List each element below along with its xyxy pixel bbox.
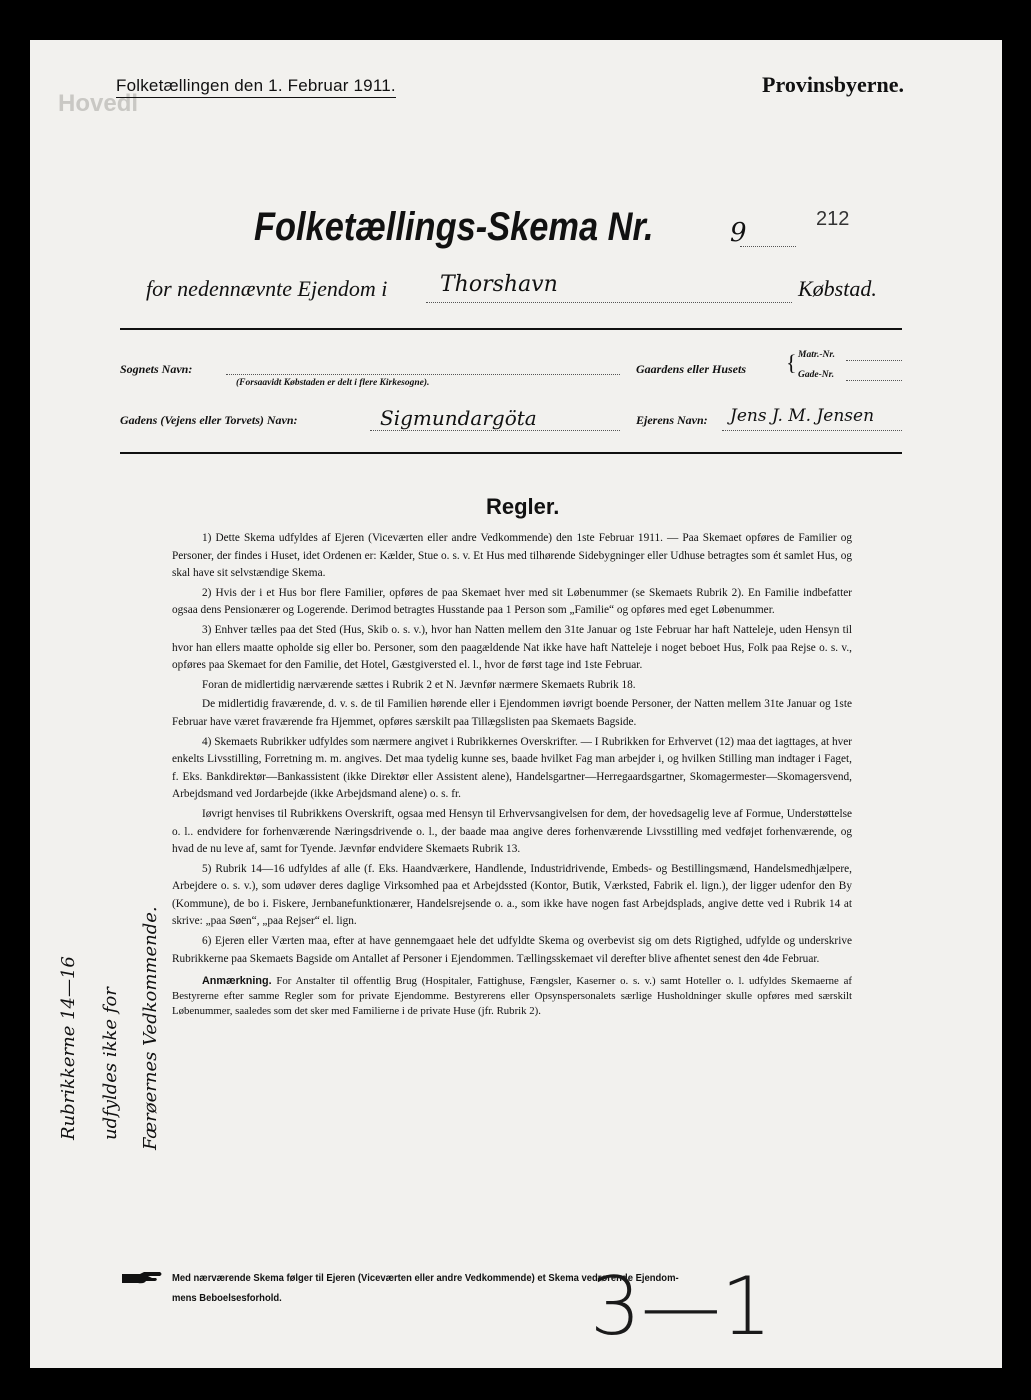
footer-line-1: Med nærværende Skema følger til Ejeren (Viceværten eller andre Vedkommende) et Skema vedrørende Ejendom- (172, 1272, 679, 1284)
divider-top (120, 328, 902, 330)
property-line-prefix: for nedennævnte Ejendom i (146, 276, 388, 301)
rule-paragraph-4: 4) Skemaets Rubrikker udfyldes som nærmere angivet i Rubrikkernes Overskrifter. — I Rubrikken for Erhvervet (12) maa det iagttages, at hver enkelts Livsstilling, Forretning m. m. angives. Det maa tydelig kunne ses, baade hvilket Fag man arbejder i, og hvilken Stilling man indtager i Faget, f. Eks. Bankdirektør—Bankassistent (ikke Direktør eller Assistent alene), Handelsgartner—Herregaardsgartner, Skomagermester—Skomagersvend, Arbejdsmand ved Jordarbejde (ikke Arbejdsmand alene) o. s. fr. (172, 735, 853, 801)
matr-label: Matr.-Nr. (798, 350, 835, 360)
sognets-line (226, 374, 620, 375)
handwritten-mark: 3—1 (590, 1260, 772, 1353)
form-title: Folketællings-Skema Nr. (254, 205, 654, 249)
anmaerkning-text: For Anstalter til offentlig Brug (Hospitaler, Fattighuse, Fængsler, Kaserner o. s. v.) samt Hoteller o. l. udfyldes Skemaerne af Bestyrerne efter samme Regler som for private Ejendomme. Bestyrerens eller Opsynspersonalets særlige Husholdninger skulle opføres med særskilt Løbenummer, saaledes som det sker med Familierne i de private Huse (jfr. Rubrik 2). (172, 975, 852, 1018)
sognets-note: (Forsaavidt Købstaden er delt i flere Kirkesogne). (236, 378, 430, 388)
footer-line-2: mens Beboelsesforhold. (172, 1292, 282, 1304)
rule-paragraph-3b: Foran de midlertidig nærværende sættes i Rubrik 2 et N. Jævnfør nærmere Skemaets Rubrik 18. (202, 678, 636, 691)
stamp-number: 212 (816, 208, 850, 230)
regler-heading: Regler. (486, 494, 560, 519)
census-form-page (30, 40, 1002, 1368)
rule-paragraph-6: 6) Ejeren eller Værten maa, efter at have gennemgaaet hele det udfyldte Skema og overbevist sig om dets Rigtighed, udfylde og underskrive Rubrikkerne paa Skemaets Bagside om Antallet af Personer i Ejendommen. Tællingsskemaet vil derefter blive afhentet senest den 4de Februar. (172, 935, 852, 965)
town-name-handwritten: Thorshavn (440, 272, 558, 297)
divider-bottom (120, 452, 902, 454)
sognets-label: Sognets Navn: (120, 362, 193, 376)
margin-note-line-2: udfyldes ikke for (100, 987, 121, 1140)
anmaerkning-heading: Anmærkning. (202, 975, 272, 988)
rule-paragraph-3: 3) Enhver tælles paa det Sted (Hus, Skib o. s. v.), hvor han Natten mellem den 31te Januar og 1ste Februar har haft Natteleje, uden Hensyn til hvor han ellers maatte opholde sig eller bo. Personer, som den paagældende Nat ikke have haft Natteleje i noget beboet Hus, Folk paa Rejse o. s. v., opføres paa Skemaet for den Familie, det Hotel, Gæstgiversted el. l., hvor de først tage ind 1ste Februar. (172, 623, 852, 672)
margin-note-line-3: Færøernes Vedkommende. (140, 906, 161, 1150)
form-number-handwritten: 9 (730, 218, 747, 248)
rule-paragraph-3c: De midlertidig fraværende, d. v. s. de til Familien hørende eller i Ejendommen iøvrigt boende Personer, der Natten mellem 31te Januar og 1ste Februar have været fraværende fra Hjemmet, opføres særskilt paa Tillægslisten paa Skemaets Bagside. (172, 698, 852, 728)
kobstad-label: Købstad. (798, 276, 877, 301)
rules-body (172, 530, 852, 1021)
matr-line (846, 360, 902, 361)
anmaerkning-paragraph (172, 974, 852, 1019)
gade-line (846, 380, 902, 381)
region-header: Provinsbyerne. (762, 72, 904, 97)
pointing-hand-icon (120, 1270, 164, 1286)
ejerens-line (722, 430, 902, 431)
ejerens-value-handwritten: Jens J. M. Jensen (730, 406, 875, 426)
rule-paragraph-1: 1) Dette Skema udfyldes af Ejeren (Viceværten eller andre Vedkommende) den 1ste Februar 1911. — Paa Skemaet opføres de Familier og Personer, der findes i Huset, idet Ordenen er: Kælder, Stue o. s. v. Et Hus med tilhørende Sidebygninger eller Udhuse betragtes som ét samlet Hus, og skal have sit selvstændige Skema. (172, 532, 852, 580)
gade-label: Gade-Nr. (798, 370, 835, 380)
rule-paragraph-2: 2) Hvis der i et Hus bor flere Familier, opføres de paa Skemaet hver med sit Løbenummer (se Skemaets Rubrik 2). En Familie indbefatter ogsaa dens Pensionærer og Logerende. Derimod betragtes Husstande paa 1 Person som „Familie“ og opføres med eget Løbenummer. (172, 586, 852, 617)
census-date-header: Folketællingen den 1. Februar 1911. (116, 76, 396, 98)
town-name-line (426, 302, 792, 303)
gaardens-label: Gaardens eller Husets (636, 362, 747, 376)
form-number-line (740, 246, 796, 247)
rule-paragraph-5: 5) Rubrik 14—16 udfyldes af alle (f. Eks. Haandværkere, Handlende, Industridrivende, Embeds- og Bestillingsmænd, Handelsmedhjælpere, Arbejdere o. s. v.), som udøver deres daglige Virksomhed paa et Arbejdssted (Kontor, Butik, Værksted, Fabrik el. lign.), der ligger udenfor den By (Kommune), de bo i. Fiskere, Jernbanefunktionærer, Handelsrejsende o. a., som ikke have nogen fast Arbejdsplads, angive dette ved i Rubrik 14 at skrive: „paa Søen“, „paa Rejser“ el. lign. (172, 862, 852, 928)
rule-paragraph-4b: Iøvrigt henvises til Rubrikkens Overskrift, ogsaa med Hensyn til Erhvervsangivelsen for dem, der hovedsagelig leve af Formue, Understøttelse o. l.. endvidere for forhenværende Næringsdrivende o. l., der baade maa angive deres forhenværende Livsstilling med vedføjet forhenværende, og hvad de nu leve af, samt for Tyende. Jævnfør endvidere Skemaets Rubrik 13. (172, 807, 852, 856)
ejerens-label: Ejerens Navn: (636, 413, 708, 427)
gadens-line (370, 430, 620, 431)
brace-glyph: { (786, 350, 797, 375)
gadens-value-handwritten: Sigmundargöta (380, 406, 537, 430)
bleed-through-text: Hovedl (58, 90, 139, 117)
margin-note-line-1: Rubrikkerne 14—16 (58, 956, 79, 1140)
gadens-label: Gadens (Vejens eller Torvets) Navn: (120, 413, 298, 427)
